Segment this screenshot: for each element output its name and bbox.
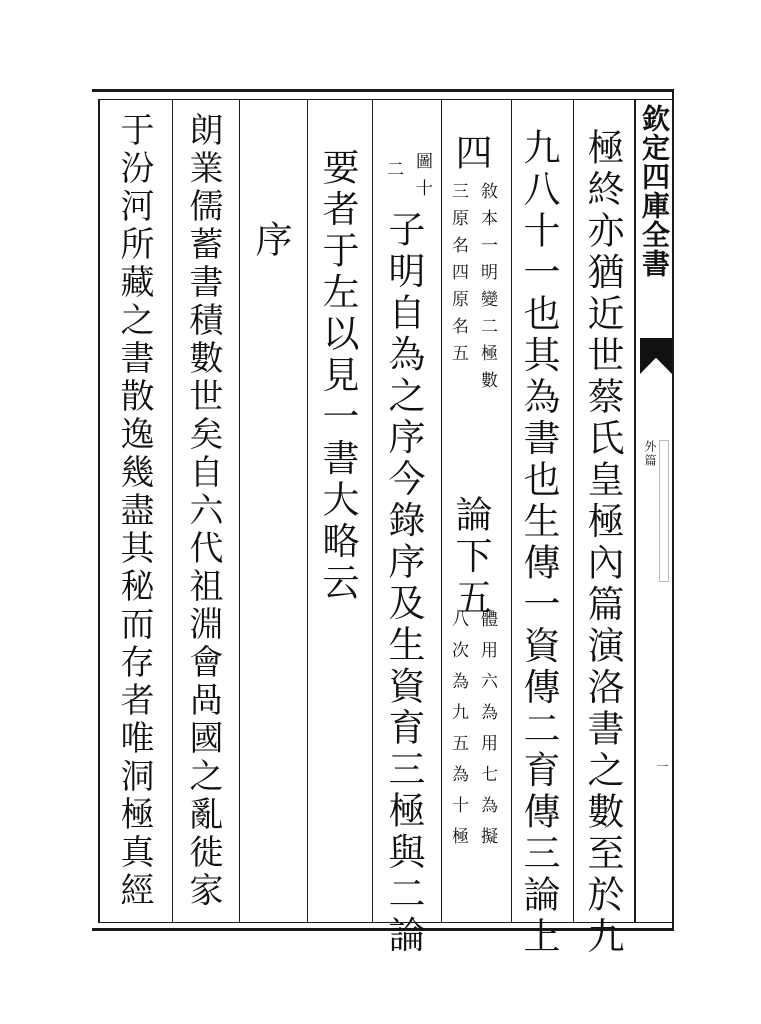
annotation-right: 敘本一明變二極數	[477, 182, 497, 398]
margin-band-left	[634, 99, 636, 923]
section-heading: 序	[249, 220, 292, 262]
text-column-3-mid: 論下五	[449, 495, 492, 620]
margin-band-right	[672, 89, 674, 931]
divider-line	[441, 100, 442, 922]
annotation-left: 二	[383, 160, 403, 187]
text-column-8: 于汾河所藏之書散逸幾盡其秘而存者唯洞極真經	[114, 112, 154, 910]
annotation-left: 八次為九五為十極	[448, 610, 468, 858]
page-mark: 一	[655, 760, 669, 774]
divider-line	[172, 100, 173, 922]
left-border	[98, 99, 100, 923]
annotation-left: 三原名四原名五	[448, 182, 468, 371]
divider-line	[307, 100, 308, 922]
text-column-4: 子明自為之序今錄序及生資育三極與二論	[382, 210, 425, 957]
divider-line	[372, 100, 373, 922]
divider-line	[239, 100, 240, 922]
annotation-right: 圖十	[412, 152, 432, 206]
text-column-1: 極終亦猶近世蔡氏皇極內篇演洛書之數至於九	[581, 128, 624, 958]
fish-tail-mark	[640, 338, 672, 374]
divider-line	[573, 100, 574, 922]
book-title-margin: 欽定四庫全書	[638, 104, 671, 278]
annotation-right: 體用六為用七為擬	[477, 610, 497, 858]
section-label: 外篇	[643, 440, 657, 468]
text-column-5: 要者于左以見一書大略云	[316, 148, 359, 605]
text-column-7: 朗業儒蓄書積數世矣自六代祖淵會咼國之亂徙家	[183, 112, 223, 910]
text-column-2: 九八十一也其為書也生傳一資傳二育傳三論上	[517, 128, 560, 958]
divider-line	[511, 100, 512, 922]
top-border	[92, 89, 672, 92]
text-column-3-top: 四	[449, 133, 492, 175]
top-border-inner	[100, 99, 672, 100]
faded-margin-text	[659, 440, 669, 582]
